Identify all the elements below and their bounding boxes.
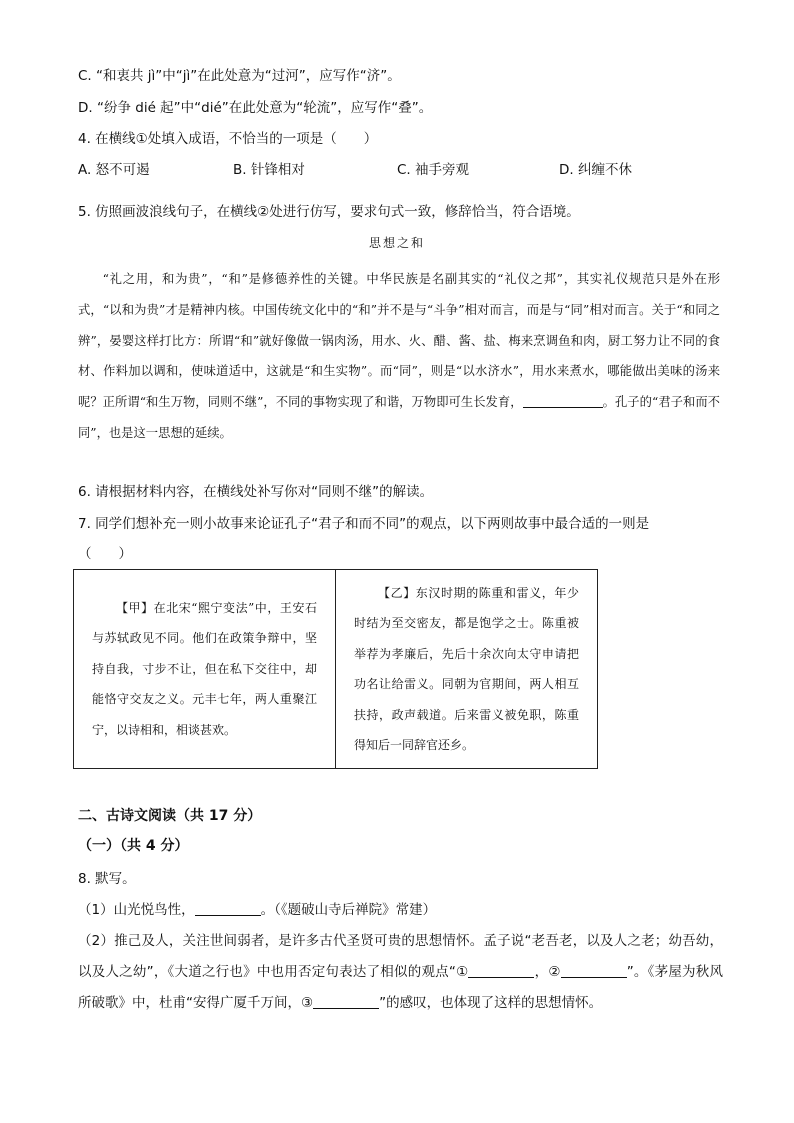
q4-option-a: A. 怒不可遏: [78, 162, 150, 178]
section-2-sub-1: （一）（共 4 分）: [78, 838, 189, 854]
section-2-title: 二、古诗文阅读（共 17 分）: [78, 808, 262, 824]
option-c-q3: C. “和衷共 jì”中“jì”在此处意为“过河”，应写作“济”。: [78, 68, 401, 84]
q8-p2-text-before: （2）推己及人，关注世间弱者，是许多古代圣贤可贵的思想情怀。孟子说“老吾老，以及人之老；幼吾幼，以及人之幼”，《大道之行也》中也用否定句表达了相似的观点“①: [78, 933, 723, 980]
question-8-part-1: [78, 900, 436, 920]
q8-p2-blank-1[interactable]: [468, 963, 534, 978]
q8-p1-blank[interactable]: [195, 901, 261, 916]
q4-option-c: C. 袖手旁观: [397, 162, 470, 178]
q8-p1-text-after: 。（《题破山寺后禅院》常建）: [260, 902, 437, 918]
q4-option-d: D. 纠缠不休: [559, 162, 632, 178]
question-7-stem: 7. 同学们想补充一则小故事来论证孔子“君子和而不同”的观点，以下两则故事中最合适的一则是: [78, 516, 650, 532]
essay-blank-period: 。: [602, 395, 615, 410]
q4-option-b: B. 针锋相对: [233, 162, 305, 178]
story-jia: 【甲】在北宋“熙宁变法”中，王安石与苏轼政见不同。他们在政策争辩中，坚持自我，寸步不让，但在私下交往中，却能恪守交友之义。元丰七年，两人重聚江宁，以诗相和，相谈甚欢。: [74, 570, 336, 769]
question-5-stem: 5. 仿照画波浪线句子，在横线②处进行仿写，要求句式一致，修辞恰当，符合语境。: [78, 204, 580, 220]
essay-text-before: “礼之用，和为贵”，“和”是修德养性的关键。中华民族是名副其实的“礼仪之邦”，其实礼仪规范只是外在形式，“以和为贵”才是精神内核。中国传统文化中的“和”并不是与“斗争”相对而言，而是与“同”相对而言。关于“和同之辨”，晏婴这样打比方：所谓“和”就好像做一锅肉汤，用水、火、醋、酱、盐、梅来烹调鱼和肉，厨工努力让不同的食材、作料加以调和，使味道适中，这就是“和生实物”。而“同”，则是“以水济水”，用水来煮水，哪能做出美味的汤来呢？正所谓“和生万物，同则不继”，不同的事物实现了和谐，万物即可生长发育，: [78, 272, 720, 410]
essay-text-after: 孔子的“君子和而不同”，也是这一思想的延续。: [78, 395, 720, 440]
question-8-part-2: [78, 926, 723, 1019]
q8-p2-text-mid1: ，②: [534, 964, 561, 980]
question-8-stem: 8. 默写。: [78, 871, 136, 887]
story-table: [73, 569, 598, 769]
question-4-stem: 4. 在横线①处填入成语，不恰当的一项是（ ）: [78, 131, 378, 147]
q8-p1-text-before: （1）山光悦鸟性，: [78, 902, 195, 918]
q8-p2-text-mid2: ”。《茅屋为秋风所破歌》中，杜甫“安得广厦千万间，③: [78, 964, 723, 1011]
question-6-stem: 6. 请根据材料内容，在横线处补写你对“同则不继”的解读。: [78, 484, 434, 500]
essay-blank-2[interactable]: [523, 393, 603, 408]
q8-p2-blank-3[interactable]: [313, 994, 379, 1009]
story-yi: 【乙】东汉时期的陈重和雷义，年少时结为至交密友，都是饱学之士。陈重被举荐为孝廉后，先后十余次向太守申请把功名让给雷义。同朝为官期间，两人相互扶持，政声载道。后来雷义被免职，陈重得知后一同辞官还乡。: [336, 570, 598, 769]
essay-body: [78, 264, 720, 449]
essay-title: 思想之和: [368, 236, 425, 250]
q8-p2-blank-2[interactable]: [561, 963, 627, 978]
question-7-paren: （ ）: [78, 546, 132, 562]
q8-p2-text-after: ”的感叹，也体现了这样的思想情怀。: [379, 995, 603, 1011]
option-d-q3: D. “纷争 dié 起”中“dié”在此处意为“轮流”，应写作“叠”。: [78, 100, 433, 116]
